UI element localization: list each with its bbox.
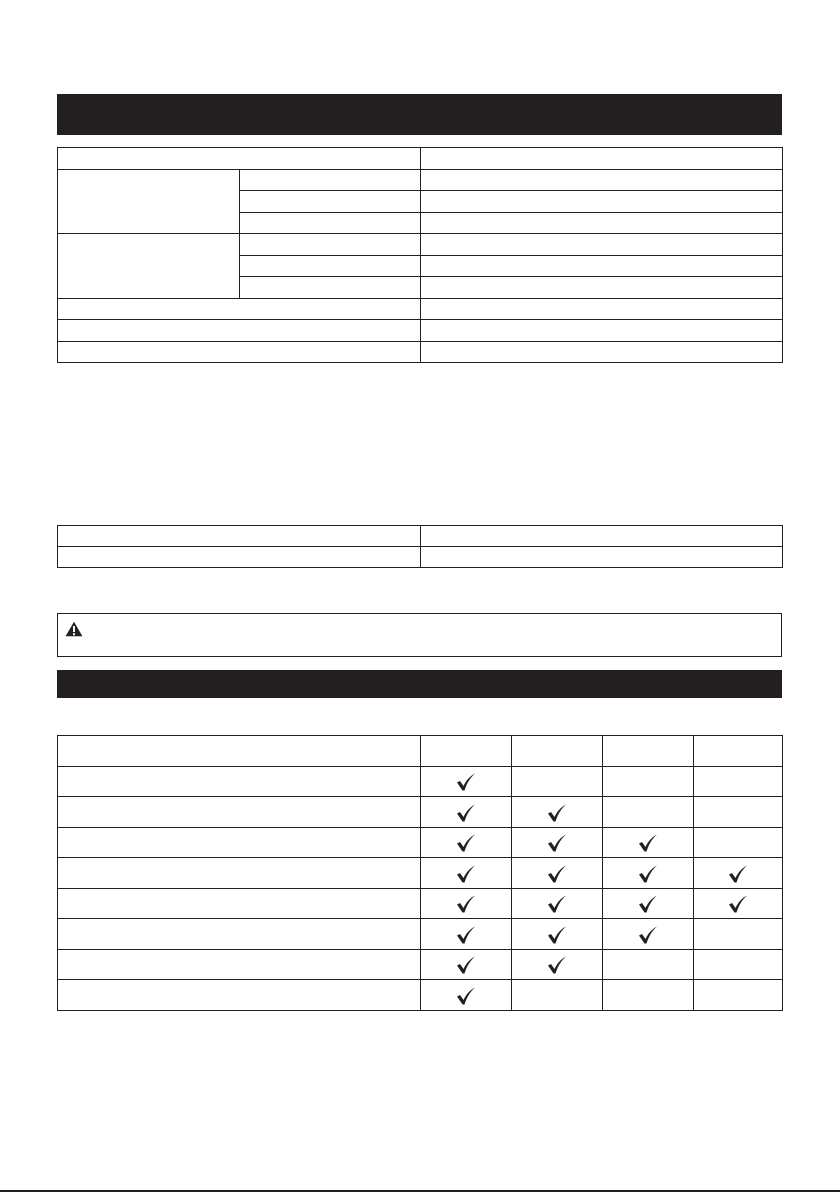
section-header-bar-1 [57, 94, 782, 135]
table-cell [58, 148, 421, 170]
checkmark-icon [421, 956, 511, 974]
table-cell [421, 858, 512, 889]
table-cell [421, 949, 512, 980]
checkmark-icon [512, 804, 602, 822]
table-cell [240, 212, 421, 234]
table-cell [694, 797, 783, 828]
table-cell [603, 858, 694, 889]
table-cell [421, 547, 783, 568]
table-cell [694, 858, 783, 889]
table-cell [58, 827, 421, 858]
checkmark-icon [603, 834, 693, 852]
table-cell [421, 341, 783, 363]
table-cell [603, 949, 694, 980]
table-cell [694, 919, 783, 950]
table-row [58, 949, 783, 980]
table-cell [421, 827, 512, 858]
table-cell [512, 858, 603, 889]
table-cell [603, 888, 694, 919]
secondary-spec-table [57, 525, 783, 568]
table-cell [240, 191, 421, 213]
table-row [58, 547, 783, 568]
table-cell [512, 888, 603, 919]
table-row [58, 766, 783, 797]
table-cell [421, 212, 783, 234]
checkmark-icon [512, 834, 602, 852]
table-row [58, 888, 783, 919]
table-row [58, 148, 783, 170]
table-cell [603, 736, 694, 767]
warning-box [57, 613, 782, 657]
table-cell [512, 827, 603, 858]
table-cell [421, 191, 783, 213]
table-cell [603, 766, 694, 797]
table-cell [421, 298, 783, 320]
table-cell [512, 766, 603, 797]
table-cell [512, 980, 603, 1011]
table-cell [694, 736, 783, 767]
checkmark-icon [421, 926, 511, 944]
table-row [58, 234, 783, 256]
table-cell [58, 736, 421, 767]
table-cell [240, 169, 421, 191]
table-cell [58, 980, 421, 1011]
table-cell [58, 888, 421, 919]
checkmark-icon [694, 865, 782, 883]
checkmark-icon [603, 865, 693, 883]
table-cell [694, 980, 783, 1011]
table-cell [58, 858, 421, 889]
table-cell [512, 736, 603, 767]
table-cell [694, 888, 783, 919]
specification-table [57, 147, 783, 363]
warning-triangle-icon [65, 621, 83, 642]
table-cell [603, 919, 694, 950]
table-cell [421, 919, 512, 950]
table-cell [58, 169, 240, 234]
table-row [58, 320, 783, 342]
table-cell [512, 949, 603, 980]
checkmark-icon [512, 895, 602, 913]
table-cell [58, 919, 421, 950]
table-cell [694, 949, 783, 980]
table-cell [694, 827, 783, 858]
checkmark-icon [603, 926, 693, 944]
table-cell [603, 827, 694, 858]
table-row [58, 827, 783, 858]
checkmark-icon [421, 865, 511, 883]
table-cell [58, 341, 421, 363]
table-cell [421, 766, 512, 797]
table-cell [421, 980, 512, 1011]
checkmark-icon [421, 987, 511, 1005]
checkmark-icon [421, 834, 511, 852]
table-cell [421, 888, 512, 919]
checkmark-icon [512, 865, 602, 883]
compatibility-table [57, 735, 783, 1011]
table-cell [58, 547, 421, 568]
table-cell [58, 797, 421, 828]
checkmark-icon [512, 956, 602, 974]
table-cell [58, 320, 421, 342]
table-cell [240, 255, 421, 277]
table-cell [240, 234, 421, 256]
table-cell [421, 169, 783, 191]
table-cell [512, 797, 603, 828]
table-cell [58, 234, 240, 299]
table-cell [603, 980, 694, 1011]
table-cell [240, 277, 421, 299]
table-row [58, 341, 783, 363]
table-cell [58, 298, 421, 320]
table-cell [421, 797, 512, 828]
checkmark-icon [421, 895, 511, 913]
table-cell [603, 797, 694, 828]
table-cell [694, 766, 783, 797]
table-row [58, 526, 783, 547]
table-row [58, 298, 783, 320]
table-cell [421, 255, 783, 277]
table-row [58, 858, 783, 889]
table-cell [421, 526, 783, 547]
table-cell [421, 320, 783, 342]
table-row [58, 797, 783, 828]
table-row [58, 169, 783, 191]
table-cell [421, 234, 783, 256]
table-cell [512, 919, 603, 950]
checkmark-icon [603, 895, 693, 913]
checkmark-icon [421, 773, 511, 791]
table-cell [421, 148, 783, 170]
table-cell [58, 766, 421, 797]
checkmark-icon [421, 804, 511, 822]
checkmark-icon [512, 926, 602, 944]
table-header-row [58, 736, 783, 767]
section-header-bar-2 [57, 670, 782, 698]
table-row [58, 980, 783, 1011]
table-row [58, 919, 783, 950]
checkmark-icon [694, 895, 782, 913]
table-cell [421, 277, 783, 299]
table-cell [58, 949, 421, 980]
table-cell [58, 526, 421, 547]
table-cell [421, 736, 512, 767]
